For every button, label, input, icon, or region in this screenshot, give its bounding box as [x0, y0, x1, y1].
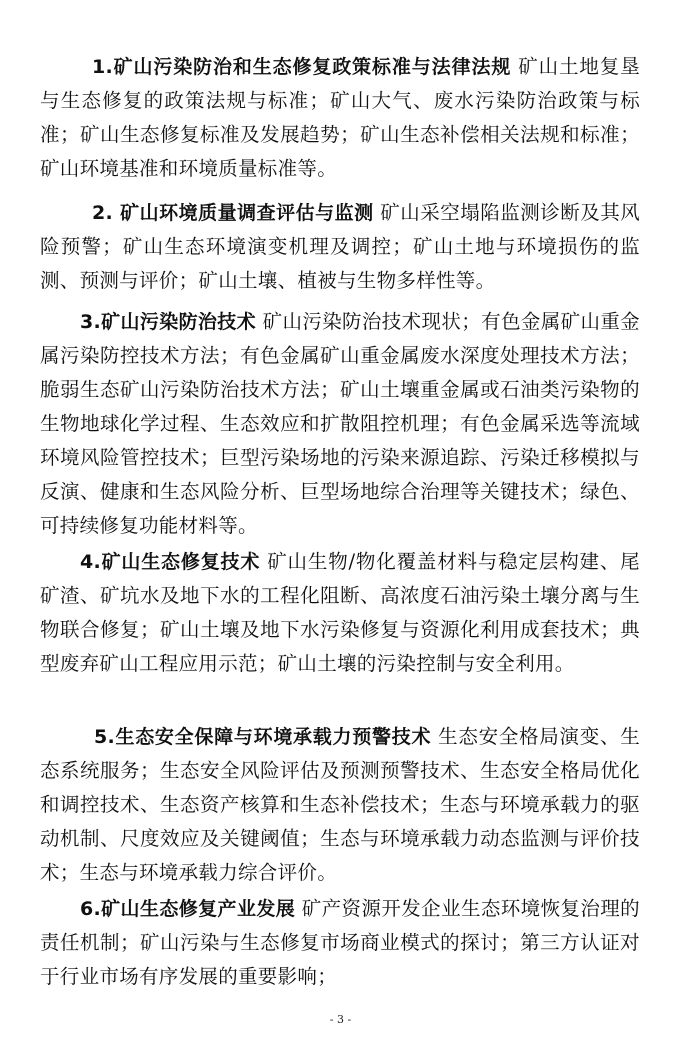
section-1-paragraph	[40, 50, 640, 186]
section-6-paragraph	[40, 892, 640, 994]
section-4-heading: 4.矿山生态修复技术	[80, 551, 261, 573]
section-4-paragraph	[40, 545, 640, 681]
section-3-heading: 3.矿山污染防治技术	[80, 311, 257, 333]
section-5-body: 生态安全格局演变、生态系统服务；生态安全风险评估及预测预警技术、生态安全格局优化和调控技术、生态资产核算和生态补偿技术；生态与环境承载力的驱动机制、尺度效应及关键阈值；生态与环境承载力动态监测与评价技术；生态与环境承载力综合评价。	[40, 725, 641, 884]
section-2-heading: 2. 矿山环境质量调查评估与监测	[92, 202, 374, 224]
section-2-paragraph	[40, 196, 640, 298]
page-number: - 3 -	[329, 1013, 352, 1026]
section-6-heading: 6.矿山生态修复产业发展	[80, 898, 296, 920]
section-6-body: 矿产资源开发企业生态环境恢复治理的责任机制；矿山污染与生态修复市场商业模式的探讨；第三方认证对于行业市场有序发展的重要影响；	[40, 897, 640, 988]
section-5-heading: 5.生态安全保障与环境承载力预警技术	[94, 726, 432, 748]
section-1-body: 矿山土地复垦与生态修复的政策法规与标准；矿山大气、废水污染防治政策与标准；矿山生态修复标准及发展趋势；矿山生态补偿相关法规和标准；矿山环境基准和环境质量标准等。	[40, 55, 640, 180]
section-3-body: 矿山污染防治技术现状；有色金属矿山重金属污染防控技术方法；有色金属矿山重金属废水深度处理技术方法；脆弱生态矿山污染防治技术方法；矿山土壤重金属或石油类污染物的生物地球化学过程、生态效应和扩散阻控机理；有色金属采选等流域环境风险管控技术；巨型污染场地的污染来源追踪、污染迁移模拟与反演、健康和生态风险分析、巨型场地综合治理等关键技术；绿色、可持续修复功能材料等。	[40, 310, 640, 537]
section-4-body: 矿山生物/物化覆盖材料与稳定层构建、尾矿渣、矿坑水及地下水的工程化阻断、高浓度石油污染土壤分离与生物联合修复；矿山土壤及地下水污染修复与资源化利用成套技术；典型废弃矿山工程应用示范；矿山土壤的污染控制与安全利用。	[40, 550, 640, 675]
section-1-heading: 1.矿山污染防治和生态修复政策标准与法律法规	[92, 56, 512, 78]
section-3-paragraph	[40, 305, 640, 543]
section-5-paragraph	[40, 720, 640, 890]
section-2-body: 矿山采空塌陷监测诊断及其风险预警；矿山生态环境演变机理及调控；矿山土地与环境损伤的监测、预测与评价；矿山土壤、植被与生物多样性等。	[40, 201, 640, 292]
